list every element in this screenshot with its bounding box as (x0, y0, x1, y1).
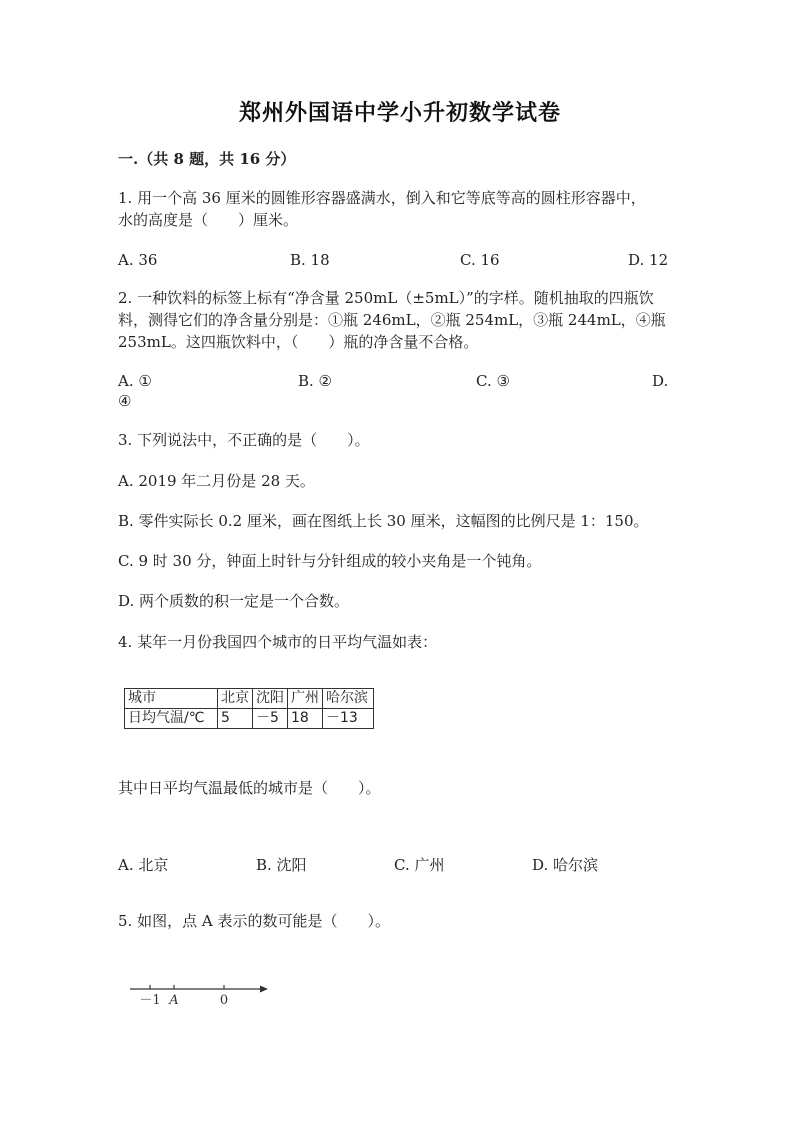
q2-option-d-wrap: ④ (118, 392, 132, 410)
q4-option-d: D. 哈尔滨 (532, 856, 599, 874)
q4-stem: 4. 某年一月份我国四个城市的日平均气温如表： (118, 633, 438, 651)
table-header-cell: 哈尔滨 (323, 689, 374, 709)
q4-option-a: A. 北京 (118, 856, 169, 874)
q3-option-d: D. 两个质数的积一定是一个合数。 (118, 592, 350, 610)
q3-stem: 3. 下列说法中，不正确的是（ ）。 (118, 431, 370, 449)
table-header-cell: 城市 (125, 689, 218, 709)
table-row (125, 709, 374, 729)
table-header-cell: 广州 (288, 689, 323, 709)
table-cell: 5 (218, 709, 253, 729)
page-title: 郑州外国语中学小升初数学试卷 (238, 100, 561, 126)
number-line-figure (128, 974, 278, 1014)
q2-stem-line2: 料，测得它们的净含量分别是：①瓶 246mL，②瓶 254mL，③瓶 244mL，④瓶 (118, 311, 666, 329)
q1-stem-line1: 1. 用一个高 36 厘米的圆锥形容器盛满水，倒入和它等底等高的圆柱形容器中， (118, 189, 646, 207)
q2-stem-line3: 253mL。这四瓶饮料中，（ ）瓶的净含量不合格。 (118, 333, 479, 351)
table-row (125, 689, 374, 709)
q2-option-c: C. ③ (476, 372, 510, 390)
table-cell: －13 (323, 709, 374, 729)
q1-option-b: B. 18 (290, 251, 330, 269)
q1-option-c: C. 16 (460, 251, 500, 269)
q4-option-c: C. 广州 (394, 856, 445, 874)
q1-option-a: A. 36 (118, 251, 158, 269)
label-minus-one: －1 (139, 993, 161, 1008)
q5-stem: 5. 如图，点 A 表示的数可能是（ ）。 (118, 912, 390, 930)
q2-option-a: A. ① (118, 372, 152, 390)
section-heading: 一.（共 8 题，共 16 分） (118, 150, 296, 168)
number-line-arrow-icon (260, 986, 268, 993)
table-header-cell: 沈阳 (253, 689, 288, 709)
q2-stem-line1: 2. 一种饮料的标签上标有“净含量 250mL（±5mL）”的字样。随机抽取的四瓶饮 (118, 289, 654, 307)
label-zero: 0 (219, 993, 229, 1008)
temperature-table (124, 688, 374, 729)
q2-option-b: B. ② (298, 372, 333, 390)
q3-option-b: B. 零件实际长 0.2 厘米，画在图纸上长 30 厘米，这幅图的比例尺是 1：150。 (118, 512, 649, 530)
q2-option-d: D. (652, 372, 669, 390)
q1-stem-line2: 水的高度是（ ）厘米。 (118, 211, 299, 229)
table-cell: 18 (288, 709, 323, 729)
q4-question: 其中日平均气温最低的城市是（ ）。 (118, 779, 381, 797)
q1-option-d: D. 12 (628, 251, 669, 269)
table-cell: －5 (253, 709, 288, 729)
q3-option-a: A. 2019 年二月份是 28 天。 (118, 472, 315, 490)
q3-option-c: C. 9 时 30 分，钟面上时针与分针组成的较小夹角是一个钝角。 (118, 552, 542, 570)
q4-option-b: B. 沈阳 (256, 856, 307, 874)
table-header-cell: 北京 (218, 689, 253, 709)
table-cell: 日均气温/℃ (125, 709, 218, 729)
label-point-a: A (169, 993, 179, 1008)
